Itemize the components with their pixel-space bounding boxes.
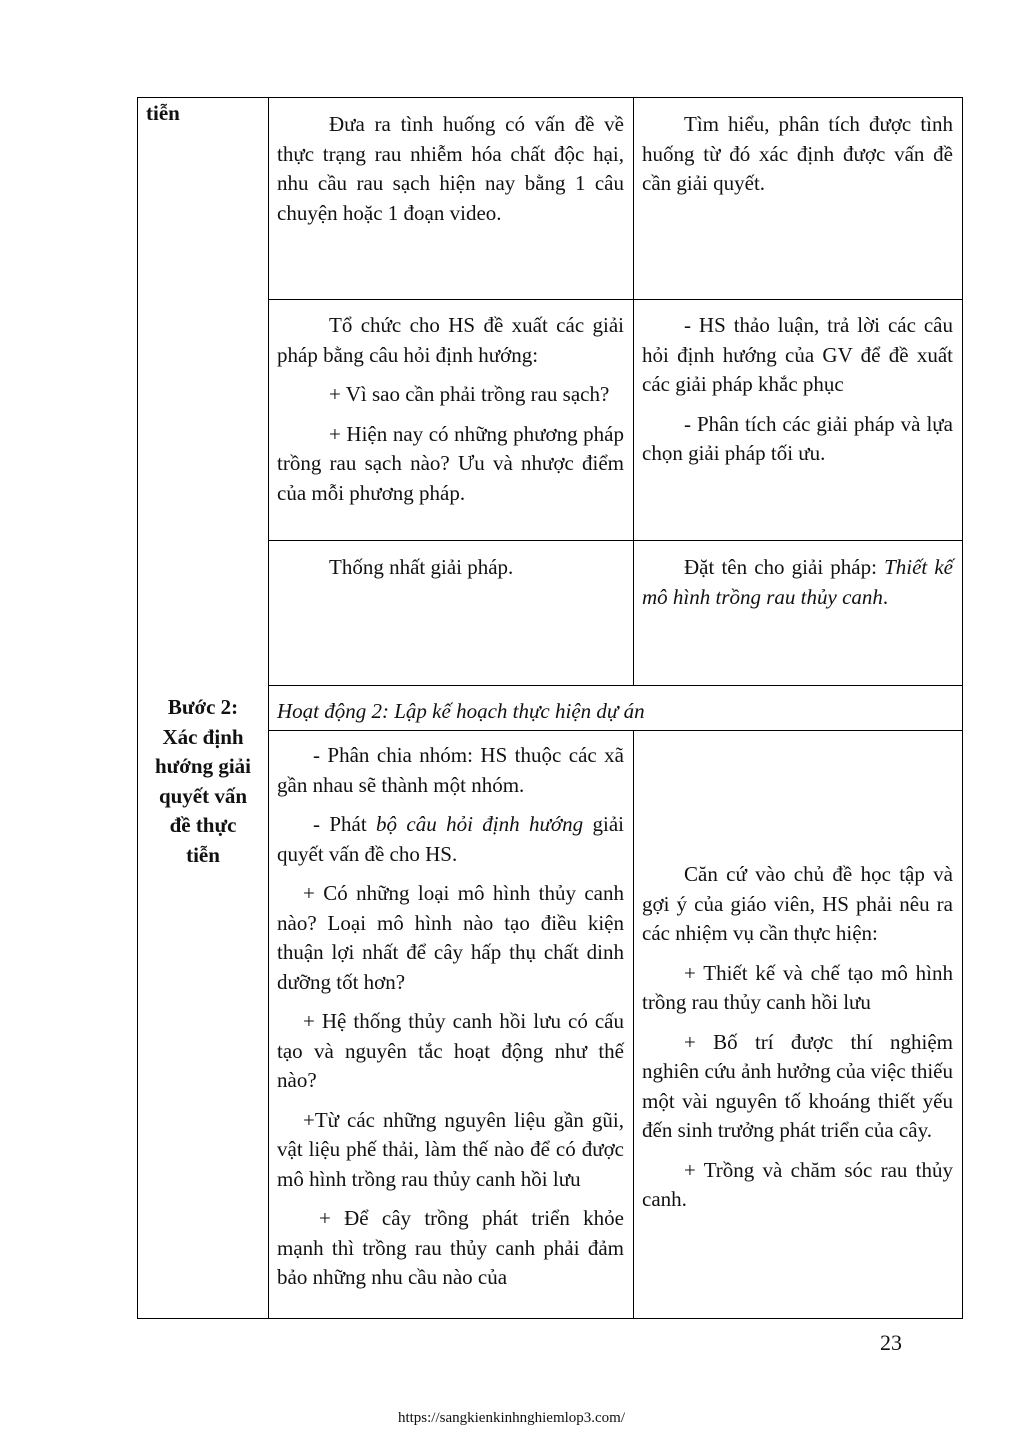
row2-student-cell xyxy=(642,311,953,469)
row2-teacher-paragraph: Tổ chức cho HS đề xuất các giải pháp bằng câu hỏi định hướng: xyxy=(277,313,624,367)
column-divider-1 xyxy=(268,97,269,1319)
row-divider-1 xyxy=(268,299,963,300)
row3-teacher-text: Thống nhất giải pháp. xyxy=(329,555,514,579)
row4-student-paragraph: Căn cứ vào chủ đề học tập và gợi ý của giáo viên, HS phải nêu ra các nhiệm vụ cần thực hiện: xyxy=(642,862,953,945)
row1-teacher-text: Đưa ra tình huống có vấn đề về thực trạng rau nhiễm hóa chất độc hại, nhu cầu rau sạch hiện nay bằng 1 câu chuyện hoặc 1 đoạn video. xyxy=(277,112,624,225)
row1-student-cell xyxy=(642,110,953,199)
table-border-top xyxy=(137,97,963,98)
column-divider-2-lower xyxy=(633,730,634,1319)
solution-name-italic: Thiết kế mô hình trồng rau thủy canh xyxy=(642,555,953,609)
row4-teacher-paragraph: + Hệ thống thủy canh hồi lưu có cấu tạo và nguyên tắc hoạt động như thế nào? xyxy=(277,1009,624,1092)
row4-student-cell xyxy=(642,860,953,1215)
page-number: 23 xyxy=(880,1330,902,1355)
table-border-right xyxy=(962,97,963,1319)
row1-student-text: Tìm hiểu, phân tích được tình huống từ đó xác định được vấn đề cần giải quyết. xyxy=(642,112,953,195)
step-2-line: quyết vấn xyxy=(158,783,248,808)
handout-prefix: - Phát xyxy=(313,812,367,836)
row2-student-paragraph: - HS thảo luận, trả lời các câu hỏi định hướng của GV để đề xuất các giải pháp khắc phục xyxy=(642,313,953,396)
row-divider-4 xyxy=(268,730,963,731)
row3-student-cell xyxy=(642,553,953,612)
row2-teacher-cell xyxy=(277,311,624,508)
step-2-line: tiễn xyxy=(186,842,220,867)
table-border-left xyxy=(137,97,138,1319)
activity-2-header: Hoạt động 2: Lập kế hoạch thực hiện dự án xyxy=(277,699,645,723)
row2-teacher-paragraph: + Vì sao cần phải trồng rau sạch? xyxy=(329,382,610,406)
row4-student-paragraph: + Trồng và chăm sóc rau thủy canh. xyxy=(642,1157,953,1211)
solution-name-suffix: . xyxy=(882,584,889,609)
row4-teacher-paragraph xyxy=(277,810,624,869)
step-2-line: đề thực xyxy=(169,813,237,837)
table-border-bottom xyxy=(137,1318,963,1319)
handout-suffix: giải quyết vấn đề cho HS. xyxy=(277,812,624,866)
step-2-line: Xác định xyxy=(162,724,244,749)
step-column-top-text: tiễn xyxy=(146,101,180,125)
step-2-line: Bước 2: xyxy=(167,695,239,719)
row1-teacher-cell xyxy=(277,110,624,228)
row2-student-paragraph: - Phân tích các giải pháp và lựa chọn giải pháp tối ưu. xyxy=(642,411,953,465)
step-2-line: hướng giải xyxy=(154,754,251,778)
row4-teacher-paragraph: +Từ các những nguyên liệu gần gũi, vật liệu phế thải, làm thế nào để có được mô hình trồng rau thủy canh hồi lưu xyxy=(277,1107,624,1191)
row4-teacher-cell xyxy=(277,741,624,1293)
solution-name-prefix: Đặt tên cho giải pháp: xyxy=(684,555,877,579)
handout-italic: bộ câu hỏi định hướng xyxy=(376,812,584,836)
row4-teacher-paragraph: + Để cây trồng phát triển khỏe mạnh thì trồng rau thủy canh phải đảm bảo những nhu cầu nào của xyxy=(277,1206,624,1289)
row-divider-3 xyxy=(268,685,963,686)
row3-teacher-cell xyxy=(277,553,624,583)
row-divider-2 xyxy=(268,540,963,541)
step-2-label xyxy=(140,693,266,870)
row4-teacher-paragraph: - Phân chia nhóm: HS thuộc các xã gần nhau sẽ thành một nhóm. xyxy=(277,743,624,797)
row4-teacher-paragraph: + Có những loại mô hình thủy canh nào? Loại mô hình nào tạo điều kiện thuận lợi nhất để cây hấp thụ chất dinh dưỡng tốt hơn? xyxy=(277,881,624,994)
row4-student-paragraph: + Thiết kế và chế tạo mô hình trồng rau thủy canh hồi lưu xyxy=(642,960,953,1014)
row2-teacher-paragraph: + Hiện nay có những phương pháp trồng rau sạch nào? Ưu và nhược điểm của mỗi phương pháp. xyxy=(277,421,624,505)
column-divider-2-upper xyxy=(633,97,634,685)
row4-student-paragraph: + Bố trí được thí nghiệm nghiên cứu ảnh hưởng của việc thiếu một vài nguyên tố khoáng thiết yếu đến sinh trưởng phát triển của cây. xyxy=(642,1029,953,1142)
footer-url[interactable]: https://sangkienkinhnghiemlop3.com/ xyxy=(397,1410,626,1426)
row3-student-text xyxy=(642,553,953,612)
